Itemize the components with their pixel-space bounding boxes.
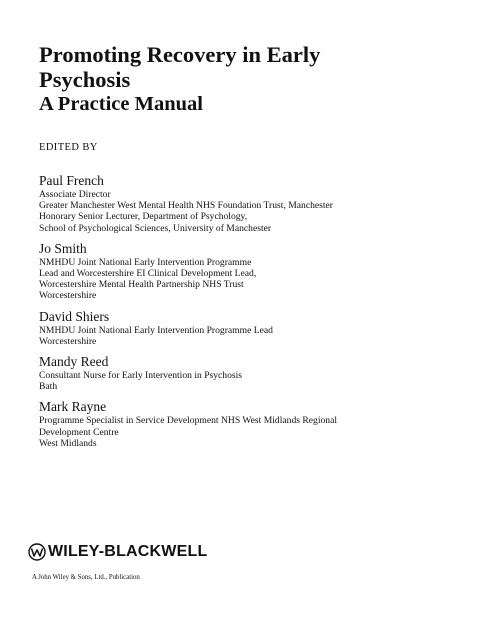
publisher-logo [28, 542, 328, 562]
editor-affiliation: Consultant Nurse for Early Intervention in Psychosis [39, 370, 243, 382]
wiley-seal-icon [28, 543, 46, 561]
editor-affiliation: Bath [39, 381, 58, 393]
book-title-line: Promoting Recovery in Early [39, 42, 321, 67]
editor-affiliation: West Midlands [39, 437, 97, 449]
editor-affiliation: Lead and Worcestershire EI Clinical Development Lead, [39, 268, 257, 280]
editor-affiliation: Programme Specialist in Service Development NHS West Midlands Regional [39, 415, 338, 427]
editor-entry [39, 173, 459, 234]
publisher-logo-text: WILEY-BLACKWELL [48, 543, 208, 560]
editor-affiliation: Greater Manchester West Mental Health NHS Foundation Trust, Manchester [39, 200, 333, 212]
editor-list [39, 173, 459, 449]
editor-entry [39, 241, 459, 302]
editor-name: Jo Smith [39, 240, 87, 256]
editor-name: Paul French [39, 173, 104, 188]
editor-affiliation: Worcestershire [39, 335, 97, 347]
editor-affiliation: NMHDU Joint National Early Intervention Programme Lead [39, 324, 273, 336]
editor-name: Mandy Reed [39, 354, 109, 370]
publisher-block [28, 542, 328, 582]
book-subtitle: A Practice Manual [39, 93, 203, 115]
editor-affiliation: Associate Director [39, 189, 111, 200]
book-title [39, 42, 459, 92]
editor-affiliation: Honorary Senior Lecturer, Department of Psychology, [39, 211, 248, 223]
title-block [39, 42, 459, 456]
edited-by-label: EDITED BY [39, 142, 98, 153]
editor-entry [39, 354, 459, 392]
editor-name: David Shiers [39, 308, 110, 324]
editor-affiliation: Development Centre [39, 426, 119, 438]
editor-affiliation: School of Psychological Sciences, University of Manchester [39, 222, 272, 234]
editor-entry [39, 399, 459, 449]
editor-affiliation: Worcestershire [39, 290, 97, 302]
editor-name: Mark Rayne [39, 399, 107, 415]
editor-affiliation: NMHDU Joint National Early Intervention Programme [39, 256, 252, 268]
editor-entry [39, 309, 459, 347]
book-title-line: Psychosis [39, 67, 131, 92]
editor-affiliation: Worcestershire Mental Health Partnership NHS Trust [39, 279, 244, 291]
publisher-note: A John Wiley & Sons, Ltd., Publication [32, 574, 140, 581]
